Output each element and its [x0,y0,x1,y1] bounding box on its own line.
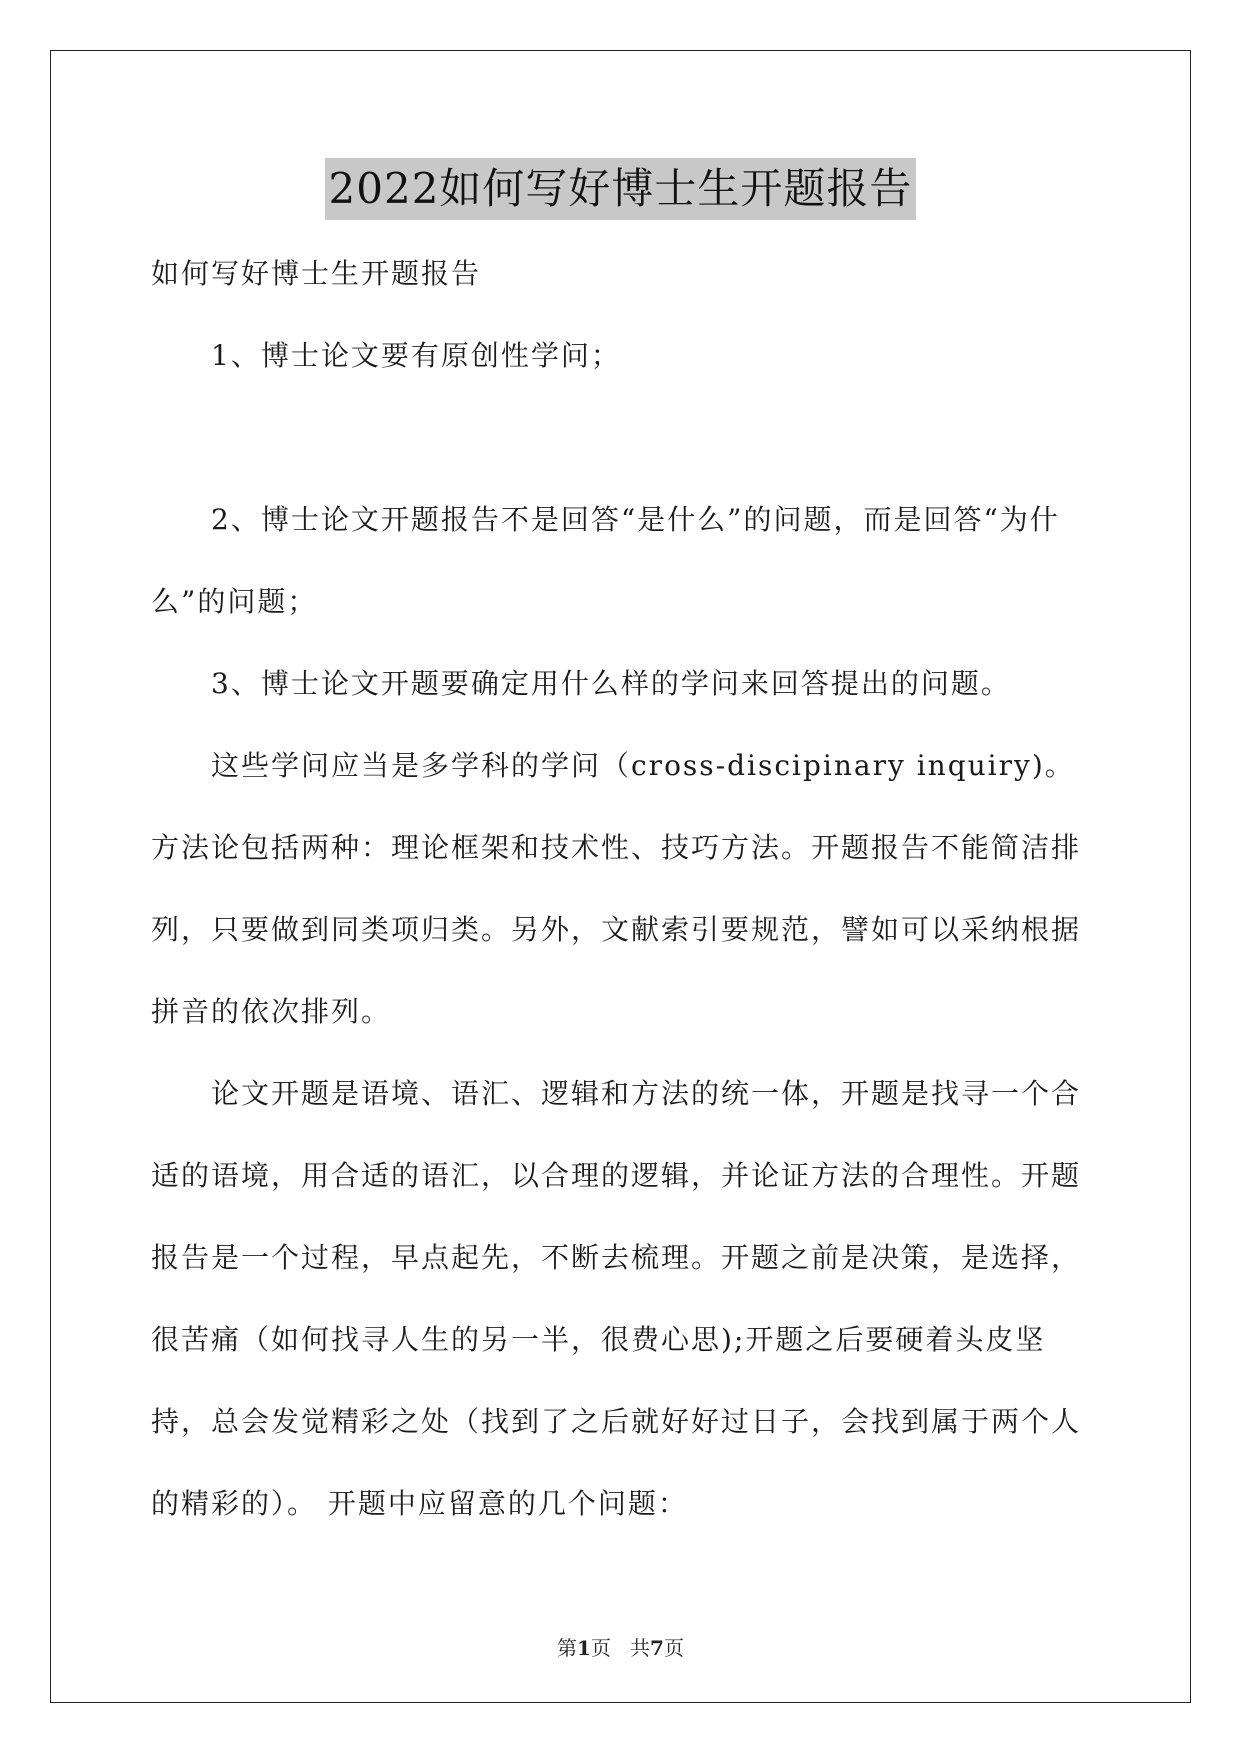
paragraph-point-2: 2、博士论文开题报告不是回答“是什么”的问题，而是回答“为什么”的问题； [151,503,1060,618]
page-footer [0,1632,1241,1661]
paragraph-subtitle: 如何写好博士生开题报告 [151,257,482,290]
footer-page-number: 1 [577,1636,591,1660]
paragraph-proposal-nature: 论文开题是语境、语汇、逻辑和方法的统一体，开题是找寻一个合适的语境，用合适的语汇，以合理的逻辑，并论证方法的合理性。开题报告是一个过程，早点起先，不断去梳理。开题之前是决策，是选择，很苦痛（如何找寻人生的另一半，很费心思);开题之后要硬着头皮坚持，总会发觉精彩之处（找到了之后就好好过日子，会找到属于两个人的精彩的）。 开题中应留意的几个问题： [151,1077,1082,1520]
paragraph-methodology: 这些学问应当是多学科的学问（cross-discipinary inquiry)。方法论包括两种：理论框架和技术性、技巧方法。开题报告不能简洁排列，只要做到同类项归类。另外，文献索引要规范，譬如可以采纳根据拼音的依次排列。 [151,749,1082,1028]
footer-mid: 页 共 [590,1636,651,1660]
footer-prefix: 第 [557,1636,578,1660]
title-container [0,158,1241,220]
document-body [151,233,1091,1545]
blank-line [151,397,1091,479]
paragraph-point-3: 3、博士论文开题要确定用什么样的学问来回答提出的问题。 [211,667,1011,700]
document-title: 2022如何写好博士生开题报告 [325,158,917,220]
paragraph-point-1: 1、博士论文要有原创性学问； [211,339,621,372]
footer-suffix: 页 [663,1636,684,1660]
footer-total-pages: 7 [650,1636,664,1660]
